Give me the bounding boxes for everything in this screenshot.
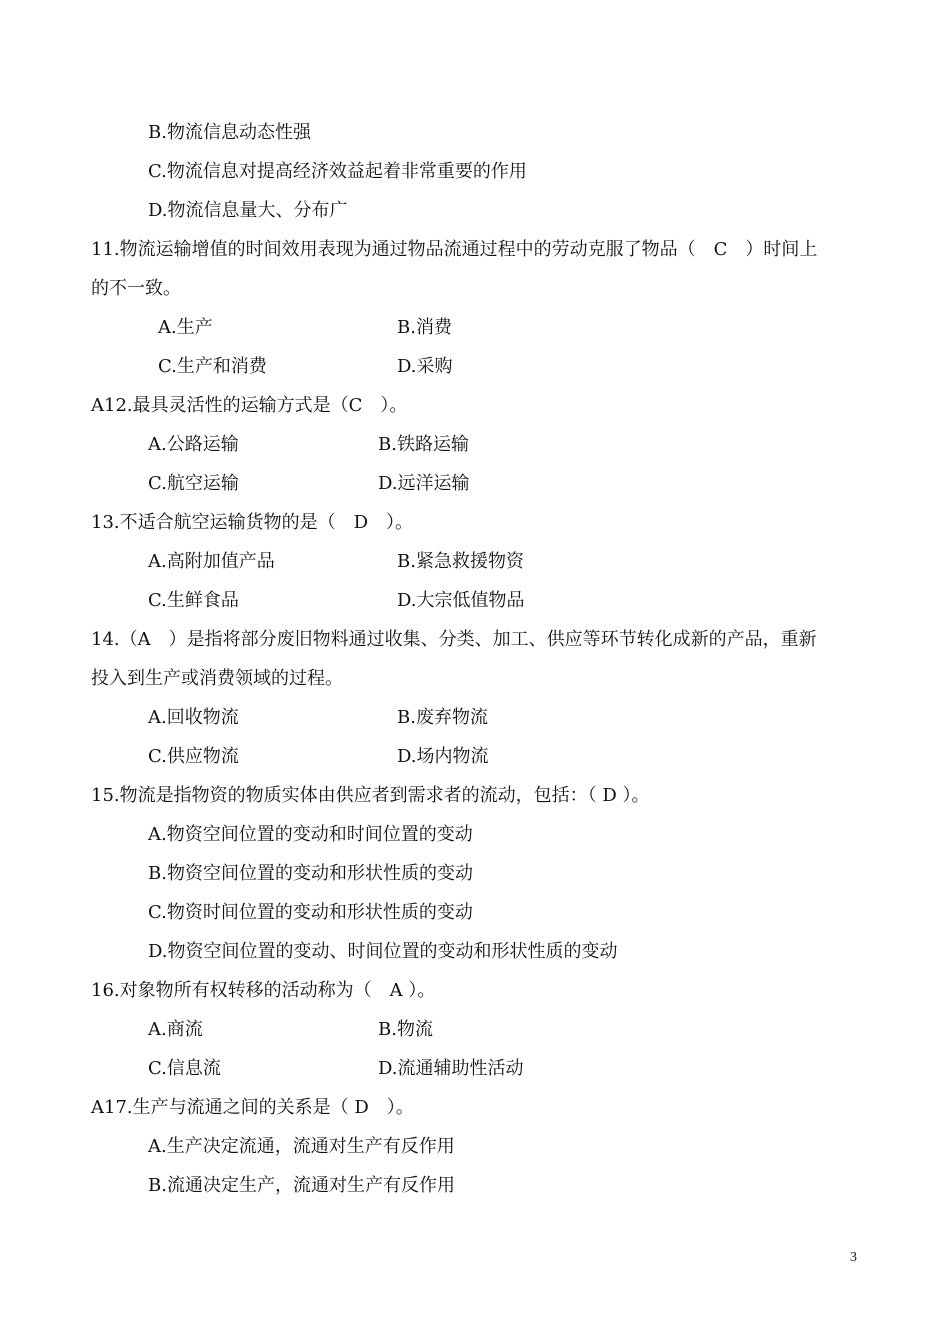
option-d: D.大宗低值物品 [397,590,525,611]
option-b: B.废弃物流 [397,707,488,728]
option-b: B.消费 [397,317,452,338]
question-text: 13.不适合航空运输货物的是（ D ）。 [91,512,414,533]
question-text: A12.最具灵活性的运输方式是（C ）。 [91,395,408,416]
option-a: A.高附加值产品 [148,551,275,572]
option-a: A.生产决定流通，流通对生产有反作用 [148,1136,455,1157]
option-a: A.物资空间位置的变动和时间位置的变动 [148,824,473,845]
question-text: 的不一致。 [91,278,181,299]
option-b: B.紧急救援物资 [397,551,524,572]
option-b: B.流通决定生产，流通对生产有反作用 [148,1175,455,1196]
option-c: C.生鲜食品 [148,590,239,611]
option-c: C.供应物流 [148,746,239,767]
text-line: B.物流信息动态性强 [148,122,311,143]
text-line: D.物流信息量大、分布广 [148,200,348,221]
option-a: A.生产 [158,317,213,338]
option-d: D.场内物流 [397,746,489,767]
option-c: C.生产和消费 [158,356,267,377]
option-d: D.流通辅助性活动 [378,1058,524,1079]
option-b: B.物流 [378,1019,433,1040]
question-text: 15.物流是指物资的物质实体由供应者到需求者的流动，包括：（ D ）。 [91,785,650,806]
text-line: C.物流信息对提高经济效益起着非常重要的作用 [148,161,527,182]
question-text: 16.对象物所有权转移的活动称为（ A ）。 [91,980,436,1001]
option-c: C.信息流 [148,1058,221,1079]
option-b: B.物资空间位置的变动和形状性质的变动 [148,863,473,884]
question-text: 11.物流运输增值的时间效用表现为通过物品流通过程中的劳动克服了物品（ C ）时间上 [91,239,818,260]
option-a: A.商流 [148,1019,203,1040]
option-a: A.回收物流 [148,707,239,728]
question-text: 14.（A ）是指将部分废旧物料通过收集、分类、加工、供应等环节转化成新的产品，重新 [91,629,817,650]
option-a: A.公路运输 [148,434,239,455]
option-b: B.铁路运输 [378,434,469,455]
page-number: 3 [850,1250,857,1265]
option-c: C.物资时间位置的变动和形状性质的变动 [148,902,473,923]
option-c: C.航空运输 [148,473,239,494]
question-text: A17.生产与流通之间的关系是（ D ）。 [91,1097,414,1118]
option-d: D.远洋运输 [378,473,470,494]
question-text: 投入到生产或消费领域的过程。 [91,668,343,689]
option-d: D.采购 [397,356,453,377]
option-d: D.物资空间位置的变动、时间位置的变动和形状性质的变动 [148,941,618,962]
